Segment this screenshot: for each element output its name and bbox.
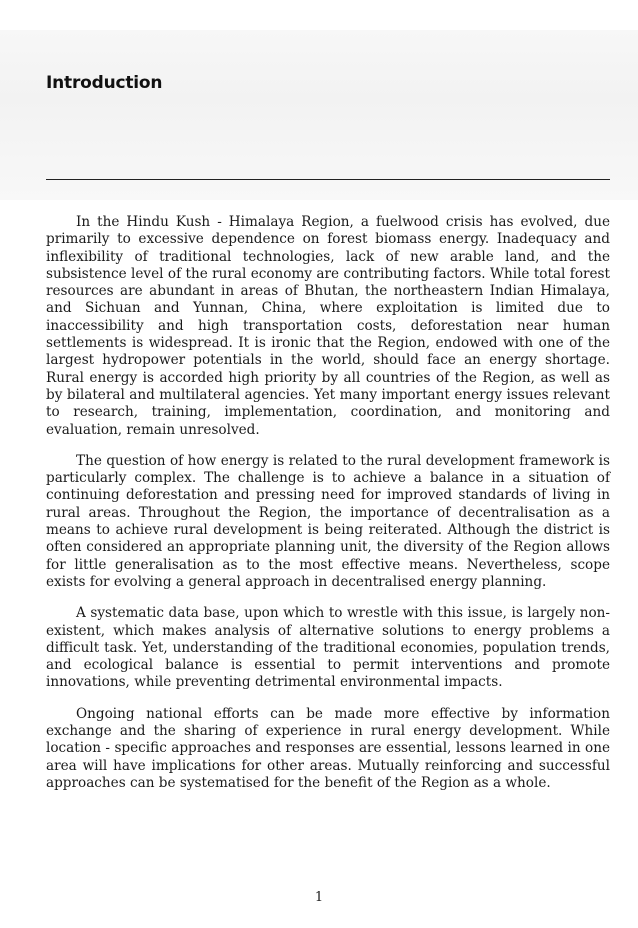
heading-rule	[46, 179, 610, 180]
paragraph: Ongoing national efforts can be made more effective by information exchange and the sharing of experience in rural energy development. While location - specific approaches and responses are essential, lessons learned in one area will have implications for other areas. Mutually reinforcing and successful approaches can be systematised for the benefit of the Region as a whole.	[46, 705, 610, 791]
paragraph: The question of how energy is related to the rural development framework is particularly complex. The challenge is to achieve a balance in a situation of continuing deforestation and pressing need for improved standards of living in rural areas. Throughout the Region, the importance of decentralisation as a means to achieve rural development is being reiterated. Although the district is often considered an appropriate planning unit, the diversity of the Region allows for little generalisation as to the most effective means. Nevertheless, scope exists for evolving a general approach in decentralised energy planning.	[46, 452, 610, 590]
body-text	[46, 214, 610, 806]
section-heading: Introduction	[46, 73, 163, 94]
paragraph: In the Hindu Kush - Himalaya Region, a fuelwood crisis has evolved, due primarily to excessive dependence on forest biomass energy. Inadequacy and inflexibility of traditional technologies, lack of new arable land, and the subsistence level of the rural economy are contributing factors. While total forest resources are abundant in areas of Bhutan, the northeastern Indian Himalaya, and Sichuan and Yunnan, China, where exploitation is limited due to inaccessibility and high transportation costs, deforestation near human settlements is widespread. It is ironic that the Region, endowed with one of the largest hydropower potentials in the world, should face an energy shortage. Rural energy is accorded high priority by all countries of the Region, as well as by bilateral and multilateral agencies. Yet many important energy issues relevant to research, training, implementation, coordination, and monitoring and evaluation, remain unresolved.	[46, 214, 610, 438]
paragraph: A systematic data base, upon which to wrestle with this issue, is largely non-existent, which makes analysis of alternative solutions to energy problems a difficult task. Yet, understanding of the traditional economies, population trends, and ecological balance is essential to permit interventions and promote innovations, while preventing detrimental environmental impacts.	[46, 605, 610, 691]
show-through-bleed	[0, 30, 638, 200]
page-number: 1	[314, 890, 324, 905]
